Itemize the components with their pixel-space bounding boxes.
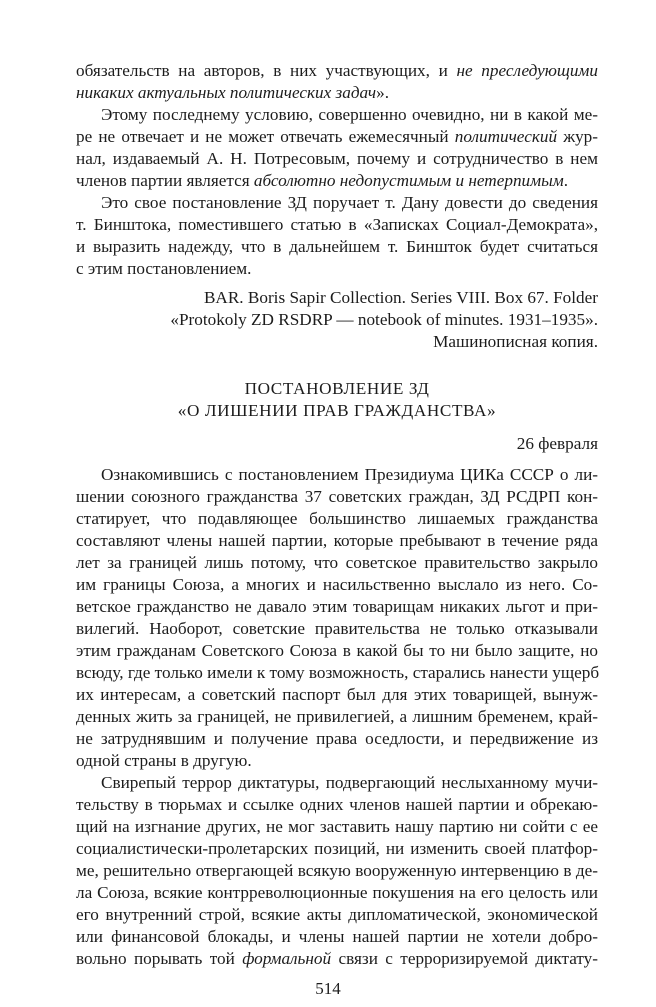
text-line: ветское гражданство не давало этим товарищам никаких льгот и при- bbox=[76, 597, 598, 616]
text-line: ме, решительно отвергающей всякую вооруженную интервенцию в де- bbox=[76, 861, 598, 880]
text-line: всюду, где только имели к тому возможность, старались нанести ущерб bbox=[76, 663, 600, 682]
text-line: ре не отвечает и не может отвечать ежемесячный политический жур- bbox=[76, 127, 598, 146]
text-line: им границы Союза, а многих и насильственно выслало из него. Со- bbox=[76, 575, 598, 594]
text-line: лет за границей лишь потому, что советское правительство закрыло bbox=[76, 553, 598, 572]
text-line: щий на изгнание других, не мог заставить нашу партию ни сойти с ее bbox=[76, 817, 598, 836]
text-line: не затруднявшим и получение права оседлости, и передвижение из bbox=[76, 729, 598, 748]
text-line: этим гражданам Советского Союза в какой бы то ни было защите, но bbox=[76, 641, 598, 660]
text-line: шении союзного гражданства 37 советских граждан, ЗД РСДРП кон- bbox=[76, 487, 598, 506]
text-line: никаких актуальных политических задач». bbox=[76, 83, 389, 102]
source-citation: Машинописная копия. bbox=[433, 332, 598, 351]
text-line: статирует, что подавляющее большинство лишаемых гражданства bbox=[76, 509, 598, 528]
section-date: 26 февраля bbox=[516, 434, 598, 453]
text-line: членов партии является абсолютно недопустимым и нетерпимым. bbox=[76, 171, 569, 190]
section-title: «О ЛИШЕНИИ ПРАВ ГРАЖДАНСТВА» bbox=[177, 401, 497, 420]
text-line: Свирепый террор диктатуры, подвергающий неслыханному мучи- bbox=[101, 773, 598, 792]
text-line: и выразить надежду, что в дальнейшем т. Биншток будет считаться bbox=[76, 237, 598, 256]
text-line: с этим постановлением. bbox=[76, 259, 252, 278]
text-line: ла Союза, всякие контрреволюционные покушения на его целость или bbox=[76, 883, 598, 902]
text-line: т. Бинштока, поместившего статью в «Записках Социал-Демократа», bbox=[76, 215, 598, 234]
page-number: 514 bbox=[315, 979, 341, 998]
text-line: составляют члены нашей партии, которые пребывают в течение ряда bbox=[76, 531, 598, 550]
text-line: обязательств на авторов, в них участвующих, и не преследующими bbox=[76, 61, 598, 80]
text-line: Этому последнему условию, совершенно очевидно, ни в какой ме- bbox=[101, 105, 598, 124]
text-line: социалистически-пролетарских позиций, ни изменить своей платфор- bbox=[76, 839, 598, 858]
text-line: денных жить за границей, не привилегией, а лишним бременем, край- bbox=[76, 707, 598, 726]
text-line: его внутренний строй, всякие акты дипломатической, экономической bbox=[76, 905, 598, 924]
text-line: Это свое постановление ЗД поручает т. Дану довести до сведения bbox=[101, 193, 598, 212]
text-line: тельству в тюрьмах и ссылке одних членов нашей партии и обрекаю- bbox=[76, 795, 598, 814]
text-line: Ознакомившись с постановлением Президиума ЦИКа СССР о ли- bbox=[101, 465, 598, 484]
text-line: вольно порывать той формальной связи с терроризируемой диктату- bbox=[76, 949, 598, 968]
text-line: одной страны в другую. bbox=[76, 751, 252, 770]
source-citation: «Protokoly ZD RSDRP — notebook of minutes. 1931–1935». bbox=[170, 310, 598, 329]
source-citation: BAR. Boris Sapir Collection. Series VIII. Box 67. Folder bbox=[203, 288, 598, 307]
text-line: нал, издаваемый А. Н. Потресовым, почему и сотрудничество в нем bbox=[76, 149, 598, 168]
text-line: вилегий. Наоборот, советские правительства не только отказывали bbox=[76, 619, 598, 638]
text-line: их интересам, а советский паспорт был для этих товарищей, вынуж- bbox=[76, 685, 598, 704]
text-line: или финансовой блокады, и члены нашей партии не хотели добро- bbox=[76, 927, 598, 946]
section-title: ПОСТАНОВЛЕНИЕ ЗД bbox=[244, 379, 430, 398]
